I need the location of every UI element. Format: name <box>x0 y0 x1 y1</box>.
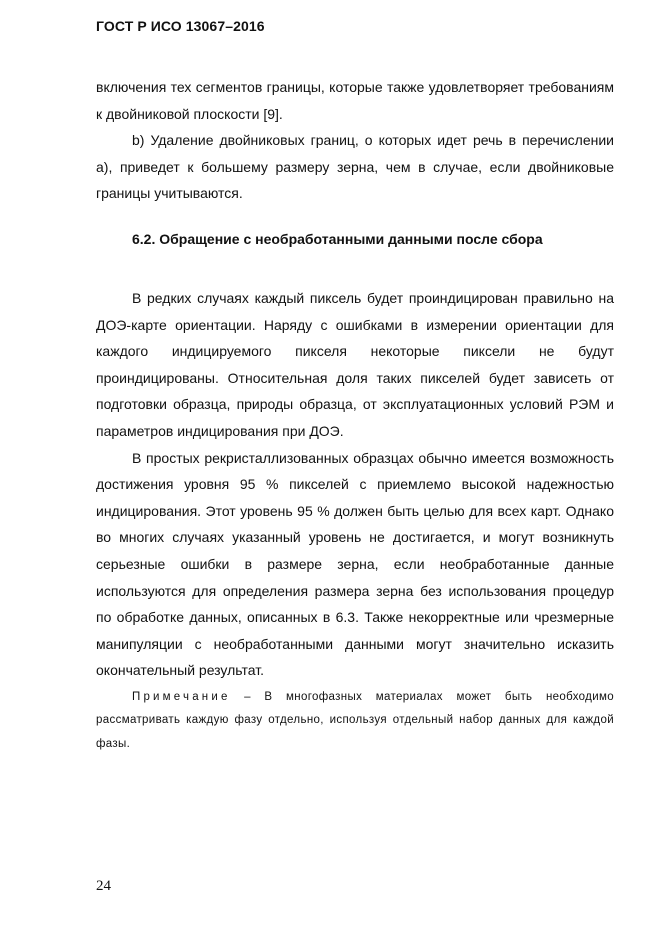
page-body <box>96 74 614 756</box>
note-label: Примечание <box>132 690 231 703</box>
document-header: ГОСТ Р ИСО 13067–2016 <box>96 18 265 34</box>
paragraph-b: b) Удаление двойниковых границ, о которых идет речь в перечислении а), приведет к большему размеру зерна, чем в случае, если двойниковые границы учитываются. <box>96 132 614 202</box>
note <box>96 686 614 757</box>
paragraph-recrystallized-samples: В простых рекристаллизованных образцах обычно имеется возможность достижения уровня 95 % пикселей с приемлемо высокой надежностью индицирования. Этот уровень 95 % должен быть целью для всех карт. Однако во многих случаях указанный уровень не достигается, и могут возникнуть серьезные ошибки в размере зерна, если необработанные данные используются для определения размера зерна без использования процедур по обработке данных, описанных в 6.3. Также некорректные или чрезмерные манипуляции с необработанными данными могут значительно исказить окончательный результат. <box>96 449 614 679</box>
section-heading: 6.2. Обращение с необработанными данными после сбора <box>132 230 543 247</box>
paragraph-rare-cases: В редких случаях каждый пиксель будет проиндицирован правильно на ДОЭ-карте ориентации. Наряду с ошибками в измерении ориентации для каждого индицируемого пикселя некоторые пиксели не будут проиндицированы. Относительная доля таких пикселей будет зависеть от подготовки образца, природы образца, от эксплуатационных условий РЭМ и параметров индицирования при ДОЭ. <box>96 289 614 439</box>
note-text: – В многофазных материалах может быть необходимо рассматривать каждую фазу отдельно, используя отдельный набор данных для каждой фазы. <box>96 690 614 750</box>
page-number: 24 <box>96 878 111 894</box>
paragraph-continuation: включения тех сегментов границы, которые также удовлетворяет требованиям к двойниковой плоскости [9]. <box>96 79 614 122</box>
